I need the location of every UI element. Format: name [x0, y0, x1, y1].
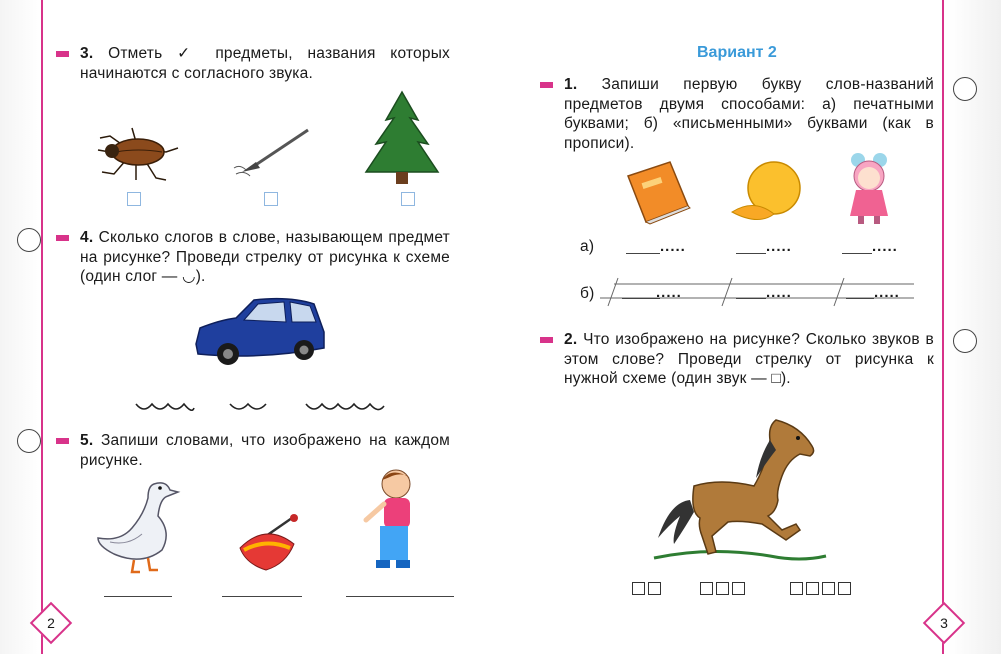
binder-hole — [17, 429, 41, 453]
task-text: Запиши первую букву слов-названий предметов двумя способами: а) печатными буквами; б) «письменными» буквами (как в прописи). — [564, 76, 934, 152]
task-3 — [80, 44, 450, 83]
answer-line[interactable] — [222, 596, 302, 597]
task-marker — [56, 51, 69, 57]
task-number: 5. — [80, 432, 94, 449]
sound-scheme-3 — [700, 582, 748, 600]
sound-square — [648, 582, 661, 595]
answer-line[interactable] — [104, 596, 172, 597]
dots: ..... — [874, 284, 900, 301]
task-number: 2. — [564, 331, 578, 348]
sound-square — [632, 582, 645, 595]
doll-illustration — [846, 150, 892, 228]
task-marker — [56, 438, 69, 444]
task-number: 1. — [564, 76, 578, 93]
task-5 — [80, 431, 450, 470]
task-text: Запиши словами, что изображено на каждом рисунке. — [80, 432, 450, 469]
dots: ..... — [766, 238, 792, 255]
car-illustration — [190, 292, 330, 372]
checkbox-spruce[interactable] — [401, 192, 415, 206]
answer-line[interactable] — [736, 298, 766, 299]
answer-line[interactable] — [622, 298, 660, 299]
page-edge-left — [0, 0, 38, 654]
task-marker — [540, 337, 553, 343]
spruce-illustration — [362, 90, 442, 188]
binder-hole — [953, 77, 977, 101]
sound-square — [822, 582, 835, 595]
handwriting-lines — [600, 274, 916, 308]
sound-scheme-2 — [632, 582, 664, 600]
page-number-text: 3 — [940, 615, 948, 631]
right-task-2 — [564, 330, 934, 389]
label-b: б) — [580, 285, 595, 302]
syllable-schemes — [134, 398, 394, 418]
goose-illustration — [96, 476, 180, 574]
left-margin-line — [41, 0, 43, 654]
sound-square — [700, 582, 713, 595]
book-illustration — [624, 160, 694, 226]
binder-hole — [17, 228, 41, 252]
variant-title: Вариант 2 — [697, 44, 777, 61]
task-marker — [56, 235, 69, 241]
task-marker — [540, 82, 553, 88]
task-number: 3. — [80, 45, 94, 62]
horse-illustration — [650, 416, 828, 564]
orange-illustration — [728, 160, 808, 226]
task-text: Отметь ✓ предметы, названия которых начинаются с согласного звука. — [80, 45, 450, 82]
dots: ..... — [872, 238, 898, 255]
checkbox-brush[interactable] — [264, 192, 278, 206]
dots: ..... — [660, 238, 686, 255]
boy-illustration — [362, 468, 420, 574]
spinning-top-illustration — [236, 514, 302, 572]
sound-square — [790, 582, 803, 595]
answer-line[interactable] — [736, 253, 766, 254]
checkbox-beetle[interactable] — [127, 192, 141, 206]
task-number: 4. — [80, 229, 94, 246]
answer-line[interactable] — [842, 253, 872, 254]
label-a: а) — [580, 238, 595, 255]
beetle-illustration — [96, 122, 180, 184]
dots: ..... — [766, 284, 792, 301]
answer-line[interactable] — [346, 596, 454, 597]
sound-square — [732, 582, 745, 595]
task-text: Сколько слогов в слове, называющем предмет на рисунке? Проведи стрелку от рисунка к схеме (один слог — ◡). — [80, 229, 450, 285]
right-task-1 — [564, 75, 934, 153]
right-margin-line — [942, 0, 944, 654]
binder-hole — [953, 329, 977, 353]
task-text: Что изображено на рисунке? Сколько звуков в этом слове? Проведи стрелку от рисунка к нужной схеме (один звук — □). — [564, 331, 934, 387]
sound-square — [838, 582, 851, 595]
dots: ..... — [656, 284, 682, 301]
sound-square — [716, 582, 729, 595]
brush-illustration — [234, 128, 310, 178]
answer-line[interactable] — [846, 298, 874, 299]
answer-line[interactable] — [626, 253, 660, 254]
page-number-text: 2 — [47, 615, 55, 631]
sound-scheme-4 — [790, 582, 854, 600]
sound-square — [806, 582, 819, 595]
task-4 — [80, 228, 450, 287]
